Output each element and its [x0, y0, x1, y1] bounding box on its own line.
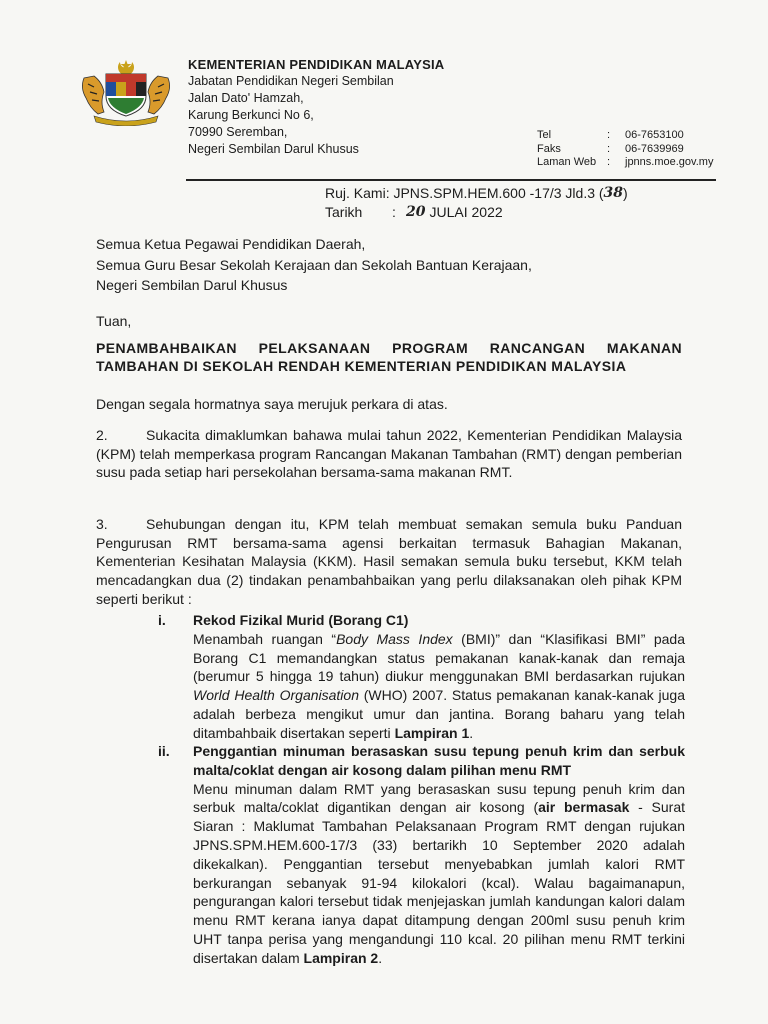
item-2	[193, 742, 685, 968]
contact-label: Laman Web	[537, 156, 597, 168]
date-label: Tarikh	[325, 204, 363, 220]
reference-close: )	[623, 185, 628, 201]
subject-heading	[96, 339, 682, 375]
attachment-reference: Lampiran 1	[394, 724, 470, 741]
item-number: ii.	[158, 743, 170, 759]
contact-colon: :	[607, 129, 611, 141]
contact-value: jpnns.moe.gov.my	[625, 156, 714, 168]
recipients-block	[96, 234, 682, 296]
item-text-italic: Body Mass Index	[336, 630, 453, 647]
recipient-line: Semua Ketua Pegawai Pendidikan Daerah,	[96, 236, 366, 252]
reference-value: : JPNS.SPM.HEM.600 -17/3 Jld.3 (	[385, 185, 604, 201]
item-text: .	[378, 949, 383, 966]
contact-value: 06-7653100	[625, 129, 684, 141]
address-line: Jalan Dato' Hamzah,	[188, 91, 304, 105]
paragraph-3	[96, 515, 682, 609]
paragraph-2	[96, 426, 682, 482]
item-number: i.	[158, 612, 166, 628]
address-line: Karung Berkunci No 6,	[188, 108, 314, 122]
contact-row-fax	[537, 143, 713, 157]
date-row	[325, 203, 628, 222]
address-line: 70990 Seremban,	[188, 125, 288, 139]
item-text: .	[469, 724, 474, 741]
contact-label: Tel	[537, 129, 552, 141]
paragraph-text: Sehubungan dengan itu, KPM telah membuat semakan semula buku Panduan Pengurusan RMT bersama-sama agensi berkaitan termasuk Bahagian Makanan, Kementerian Kesihatan Malaysia (KKM). Hasil semakan semula buku tersebut, KKM telah mencadangkan dua (2) tindakan penambahbaikan yang perlu dilaksanakan oleh pihak KPM seperti berikut :	[96, 516, 682, 607]
recipient-line: Negeri Sembilan Darul Khusus	[96, 277, 288, 293]
paragraph-number: 2.	[96, 427, 108, 443]
contact-colon: :	[607, 156, 611, 168]
paragraph-text: Sukacita dimaklumkan bahawa mulai tahun 2022, Kementerian Pendidikan Malaysia (KPM) telah memperkasa program Rancangan Makanan Tambahan (RMT) dengan pemberian susu pada setiap hari persekolahan bersama-sama makanan RMT.	[96, 427, 682, 481]
contact-colon: :	[607, 142, 611, 155]
subject-line: PENAMBAHBAIKAN PELAKSANAAN PROGRAM RANCANGAN MAKANAN	[96, 340, 682, 356]
letterhead-address	[188, 56, 444, 158]
item-text: (WHO) 2007. Status pemakanan kanak-kanak juga adalah berbeza mengikut umur dan jantina. Borang baharu yang telah ditambahbaik disertakan seperti	[193, 687, 685, 741]
item-title: Rekod Fizikal Murid (Borang C1)	[193, 612, 409, 628]
contact-value: 06-7639969	[625, 142, 684, 155]
salutation: Tuan,	[96, 313, 132, 329]
recipient-line: Semua Guru Besar Sekolah Kerajaan dan Sekolah Bantuan Kerajaan,	[96, 256, 532, 273]
attachment-reference: Lampiran 2	[303, 949, 379, 966]
contact-row-tel	[537, 129, 713, 143]
item-title: Penggantian minuman berasaskan susu tepung penuh krim dan serbuk malta/coklat dengan air kosong dalam pilihan menu RMT	[193, 743, 685, 778]
organization-name: KEMENTERIAN PENDIDIKAN MALAYSIA	[188, 57, 445, 72]
contact-row-web	[537, 156, 713, 170]
item-text: - Surat Siaran : Maklumat Tambahan Pelaksanaan Program RMT dengan rujukan JPNS.SPM.HEM.600-17/3 (33) bertarikh 10 September 2020 adalah dikekalkan). Penggantian tersebut menyebabkan jumlah kalori RMT berkurangan sebanyak 91-94 kilokalori (kcal). Walau bagaimanapun, pengurangan kalori tersebut tidak menjejaskan jumlah kandungan kalori dalam menu RMT kerana ianya dapat ditampung dengan 200ml susu penuh krim UHT tanpa perisa yang mengandungi 110 kcal. 20 pilihan menu RMT terkini disertakan dalam	[193, 799, 686, 966]
contact-label: Faks	[537, 142, 561, 155]
handwritten-reference-number: 38	[603, 185, 624, 201]
item-1	[193, 611, 685, 743]
contact-block	[537, 129, 713, 170]
date-value: JULAI 2022	[429, 204, 503, 220]
address-line: Jabatan Pendidikan Negeri Sembilan	[188, 74, 394, 88]
address-line: Negeri Sembilan Darul Khusus	[188, 142, 359, 156]
item-text-bold: air bermasak	[538, 799, 630, 816]
handwritten-date-day: 20	[406, 204, 426, 220]
coat-of-arms-logo	[76, 58, 176, 126]
date-colon: :	[392, 204, 396, 220]
opening-sentence: Dengan segala hormatnya saya merujuk perkara di atas.	[96, 396, 448, 412]
item-text: Menambah ruangan “	[193, 630, 337, 647]
subject-line: TAMBAHAN DI SEKOLAH RENDAH KEMENTERIAN PENDIDIKAN MALAYSIA	[96, 358, 627, 374]
item-text-italic: World Health Organisation	[193, 687, 359, 704]
item-text: Menu minuman dalam RMT yang berasaskan susu tepung penuh krim dan serbuk malta/coklat digantikan dengan air kosong (	[193, 780, 685, 816]
reference-block	[325, 184, 628, 222]
letterhead-divider	[186, 179, 716, 181]
paragraph-number: 3.	[96, 516, 108, 532]
reference-row	[325, 184, 628, 203]
item-text: (BMI)” dan “Klasifikasi BMI” pada Borang C1 memandangkan status pemakanan kanak-kanak dan remaja (berumur 5 hingga 19 tahun) diukur menggunakan BMI berdasarkan rujukan	[193, 630, 685, 685]
reference-label: Ruj. Kami	[325, 185, 386, 201]
